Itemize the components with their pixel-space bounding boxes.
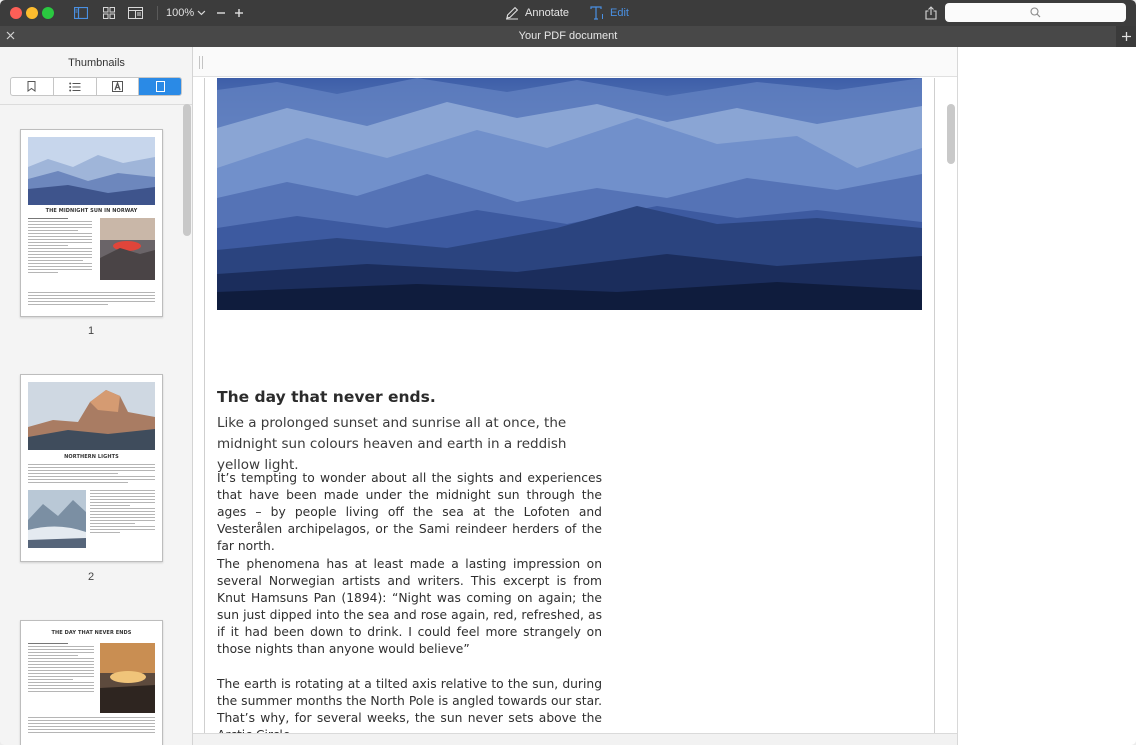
share-icon [925,6,937,20]
zoom-value: 100% [166,7,195,19]
zoom-in-button[interactable] [232,4,246,22]
new-tab-button[interactable] [1116,26,1136,47]
toolbar-divider [157,6,158,20]
share-button[interactable] [922,4,940,22]
sidebar-title: Thumbnails [68,57,125,69]
document-view[interactable] [193,47,957,745]
thumbnail-text-lines [28,464,155,485]
minus-icon [216,8,226,18]
mountain-hero-image [217,78,922,310]
page-thumbnail-3[interactable] [20,620,163,745]
grid-icon [103,7,115,19]
minimize-window-button[interactable] [26,7,38,19]
thumbnail-lake-image [28,490,86,548]
annotate-button[interactable] [505,4,571,22]
pen-icon [505,6,519,20]
thumbnail-sunset-clouds-image [100,643,155,713]
search-icon [1030,7,1041,18]
grid-view-button[interactable] [100,4,118,22]
outline-tab[interactable] [54,78,97,95]
edit-button[interactable] [590,4,634,22]
bookmarks-tab[interactable] [11,78,54,95]
document-lead-paragraph: Like a prolonged sunset and sunrise all at once, the midnight sun colours heaven and earth in a reddish yellow light. [217,415,567,473]
bookmark-icon [27,81,36,92]
page-icon [156,81,165,92]
document-bottom-bar [193,733,957,745]
text-icon [112,81,123,92]
page-thumbnail-2[interactable] [20,374,163,562]
thumbnail-half-dome-image [28,382,155,450]
document-heading: The day that never ends. [217,388,436,406]
right-panel [957,47,1136,745]
plus-icon [1121,31,1132,42]
document-paragraph: The earth is rotating at a tilted axis relative to the sun, during the summer months the North Pole is angled towards our star. That’s why, for several weeks, the sun never sets above the [217,677,602,725]
page-number-label: 1 [87,325,95,337]
toolbar [0,0,1136,26]
sidebar-scrollbar[interactable] [183,104,191,236]
thumbnail-text-lines [28,643,94,694]
list-icon [69,82,81,92]
tab-title[interactable]: Your PDF document [518,30,618,42]
page-number-label: 2 [87,571,95,583]
page-layout-button[interactable] [126,4,144,22]
edit-label: Edit [610,7,629,19]
thumbnail-sunset-image [100,218,155,280]
thumbnail-text-lines [28,218,92,275]
close-window-button[interactable] [10,7,22,19]
thumbnails-tab[interactable] [139,78,181,95]
page-thumbnail-1[interactable] [20,129,163,317]
sidebar-mode-selector [10,77,182,96]
text-edit-icon [590,6,604,20]
thumbnail-text-lines [28,717,155,735]
thumbnail-mountain-image [28,137,155,205]
thumbnail-text-lines [28,292,155,307]
document-scrollbar[interactable] [947,104,955,164]
document-header-bar [193,47,957,77]
layout-icon [128,7,143,19]
resize-handle[interactable] [199,56,203,69]
plus-icon [234,8,244,18]
chevron-down-icon [197,10,206,16]
thumbnails-sidebar [0,47,193,745]
sidebar-icon [74,7,88,19]
zoom-window-button[interactable] [42,7,54,19]
search-input[interactable] [945,3,1126,22]
sidebar-divider [0,104,192,105]
thumbnail-heading: THE MIDNIGHT SUN IN NORWAY [45,208,138,214]
annotate-label: Annotate [525,7,570,19]
annotations-tab[interactable] [97,78,140,95]
thumbnail-heading: NORTHERN LIGHTS [64,454,119,460]
tab-bar [0,26,1136,47]
document-paragraph: The phenomena has at least made a lasting impression on several Norwegian artists and writers. This excerpt is from Knut Hamsuns Pan (1894): “Night was coming on again; the sun just dipped into the sea and rose again, red, refreshed, as if it had been down to drink. I could feel more strangely on those nights than anyone would believe” [217,557,602,656]
zoom-out-button[interactable] [214,4,228,22]
thumbnail-heading: THE DAY THAT NEVER ENDS [51,630,132,636]
document-paragraph: It’s tempting to wonder about all the sights and experiences that have been made under the midnight sun through the ages – by people living off the sea at the Lofoten and Vesterålen archipelagos, or the Sami reindeer herders of the far north. [217,471,602,553]
zoom-select[interactable] [166,4,206,22]
thumbnail-text-lines [90,490,155,535]
sidebar-toggle-button[interactable] [72,4,90,22]
